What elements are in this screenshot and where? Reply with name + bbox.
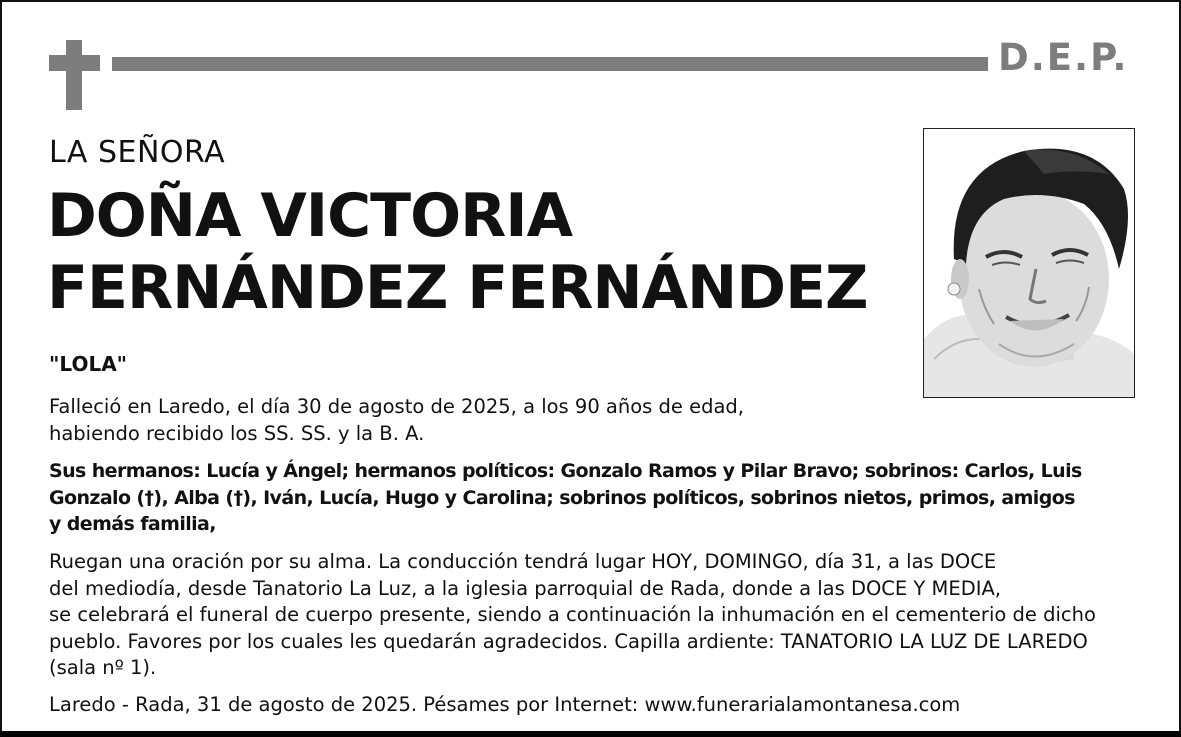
footer-line: Laredo - Rada, 31 de agosto de 2025. Pésames por Internet: www.funerarialamontanesa.com — [49, 693, 961, 716]
service-details — [49, 549, 1159, 682]
service-line-5: (sala nº 1). — [49, 656, 157, 679]
nickname: "LOLA" — [49, 352, 128, 376]
family-line-3: y demás familia, — [49, 513, 216, 535]
family-list — [49, 458, 1139, 538]
death-notice-line-2: habiendo recibido los SS. SS. y la B. A. — [49, 421, 425, 445]
death-notice-line-1: Falleció en Laredo, el día 30 de agosto de 2025, a los 90 años de edad, — [49, 395, 745, 418]
header-rule — [112, 57, 988, 71]
deceased-name — [47, 180, 868, 324]
bottom-border — [0, 731, 1181, 737]
service-line-4: pueblo. Favores por los cuales les quedarán agradecidos. Capilla ardiente: TANATORIO LA LUZ DE LAREDO — [49, 629, 1088, 653]
service-line-3: se celebrará el funeral de cuerpo presente, siendo a continuación la inhumación en el cementerio de dicho — [49, 603, 1096, 626]
name-line-2: FERNÁNDEZ FERNÁNDEZ — [47, 253, 868, 323]
death-notice — [49, 394, 869, 447]
service-line-1: Ruegan una oración por su alma. La conducción tendrá lugar HOY, DOMINGO, día 31, a las DOCE — [49, 550, 997, 573]
family-line-1: Sus hermanos: Lucía y Ángel; hermanos políticos: Gonzalo Ramos y Pilar Bravo; sobrinos: Carlos, Luis — [49, 460, 1082, 482]
honorific-title: LA SEÑORA — [49, 135, 226, 170]
family-line-2: Gonzalo (†), Alba (†), Iván, Lucía, Hugo y Carolina; sobrinos políticos, sobrinos nietos, primos, amigos — [49, 486, 1075, 509]
dep-label: D.E.P. — [998, 36, 1129, 79]
service-line-2: del mediodía, desde Tanatorio La Luz, a la iglesia parroquial de Rada, donde a las DOCE Y MEDIA, — [49, 576, 1001, 600]
name-line-1: DOÑA VICTORIA — [47, 181, 573, 251]
portrait-illustration — [924, 129, 1134, 397]
portrait-photo — [923, 128, 1135, 398]
